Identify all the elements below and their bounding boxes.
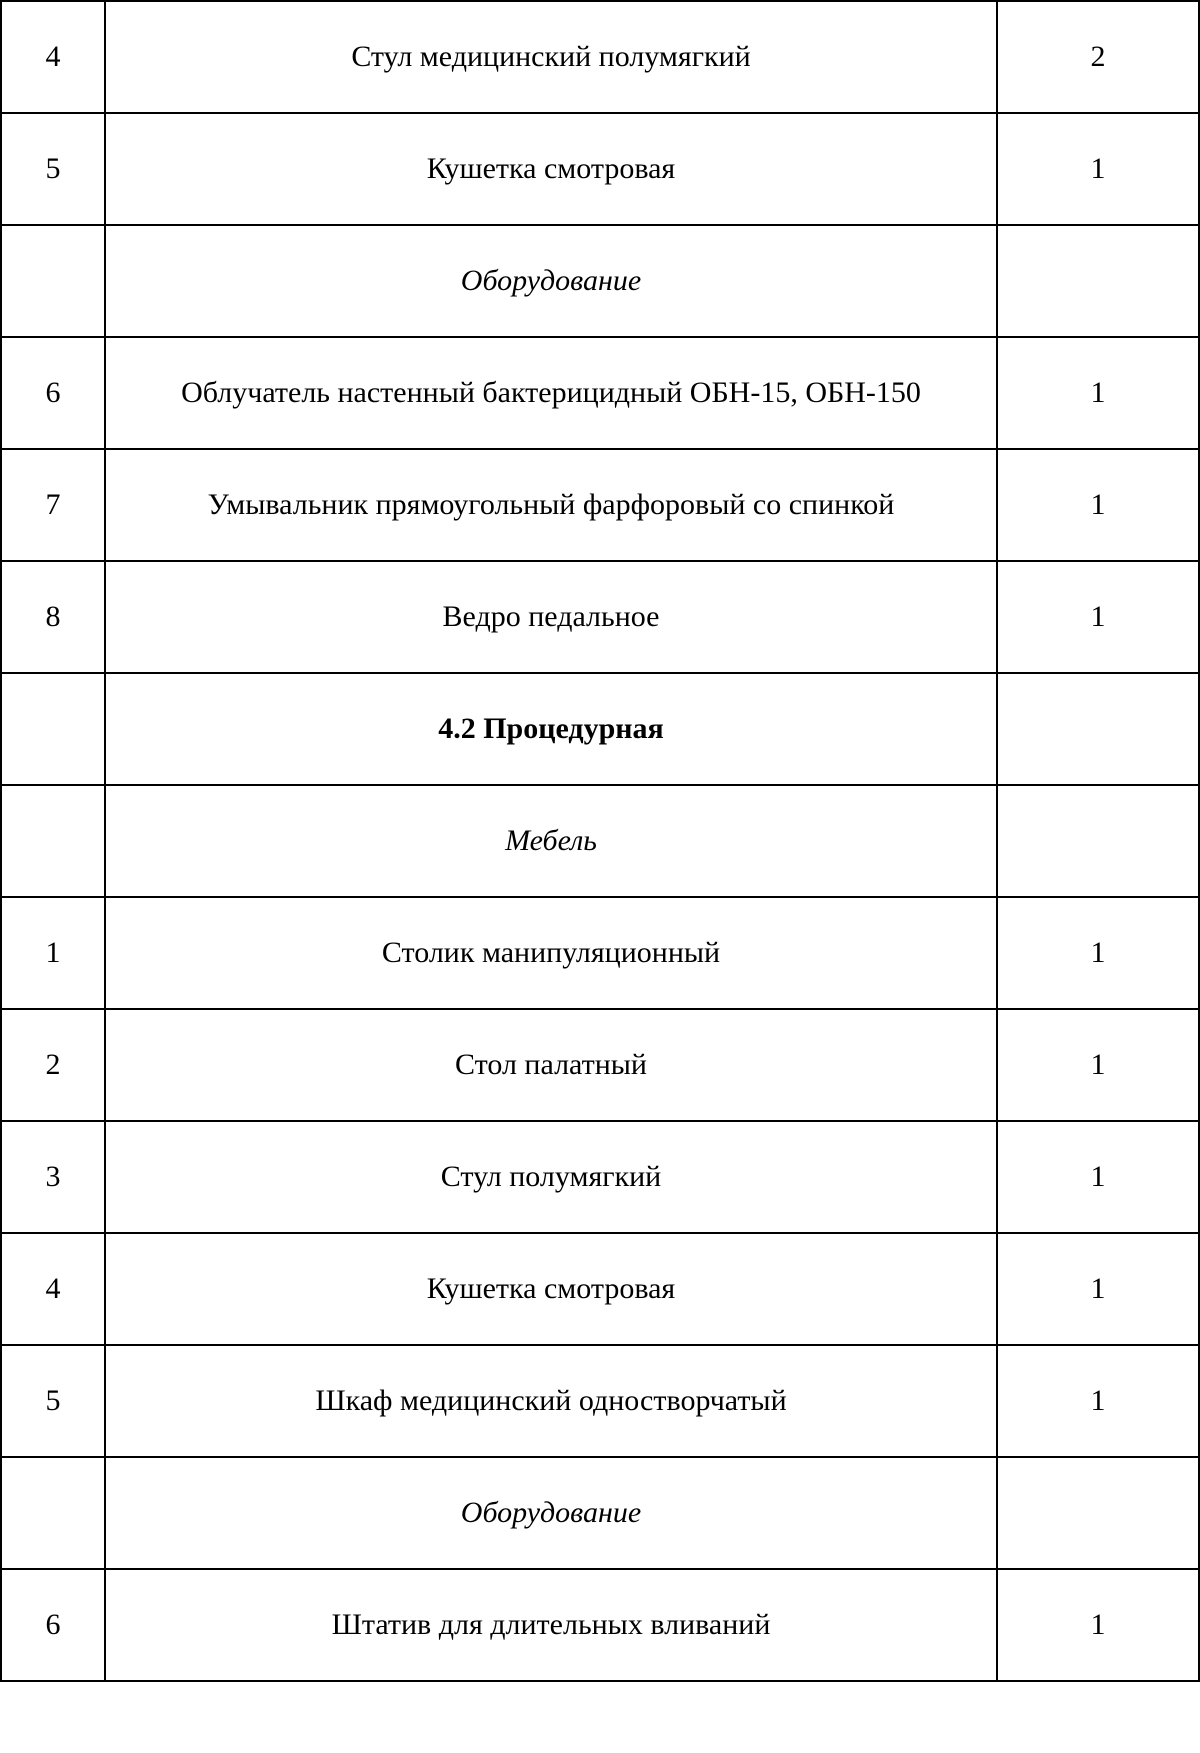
table-row [1,897,1199,1009]
item-name-cell: Стул медицинский полумягкий [105,1,997,113]
quantity-cell: 1 [997,449,1199,561]
item-name-cell: Ведро педальное [105,561,997,673]
section-heading-cell: Оборудование [105,1457,997,1569]
quantity-cell: 1 [997,1121,1199,1233]
item-name-cell: Столик манипуляционный [105,897,997,1009]
row-number-cell: 4 [1,1,105,113]
quantity-cell: 1 [997,337,1199,449]
quantity-cell: 2 [997,1,1199,113]
row-number-cell [1,225,105,337]
item-name-cell: Стол палатный [105,1009,997,1121]
row-number-cell [1,1457,105,1569]
equipment-table-body [1,1,1199,1681]
quantity-cell [997,1457,1199,1569]
row-number-cell: 4 [1,1233,105,1345]
quantity-cell: 1 [997,1345,1199,1457]
row-number-cell: 8 [1,561,105,673]
section-row [1,673,1199,785]
row-number-cell: 1 [1,897,105,1009]
row-number-cell: 5 [1,113,105,225]
table-row [1,561,1199,673]
row-number-cell: 3 [1,1121,105,1233]
table-row [1,1121,1199,1233]
row-number-cell: 5 [1,1345,105,1457]
table-row [1,1233,1199,1345]
quantity-cell [997,673,1199,785]
section-row [1,1457,1199,1569]
item-name-cell: Облучатель настенный бактерицидный ОБН-15, ОБН-150 [105,337,997,449]
quantity-cell: 1 [997,897,1199,1009]
item-name-cell: Кушетка смотровая [105,113,997,225]
item-name-cell: Штатив для длительных вливаний [105,1569,997,1681]
item-name-cell: Шкаф медицинский одностворчатый [105,1345,997,1457]
table-row [1,337,1199,449]
item-name-cell: Кушетка смотровая [105,1233,997,1345]
item-name-cell: Умывальник прямоугольный фарфоровый со спинкой [105,449,997,561]
section-heading-cell: 4.2 Процедурная [105,673,997,785]
quantity-cell: 1 [997,1569,1199,1681]
quantity-cell: 1 [997,113,1199,225]
quantity-cell: 1 [997,1233,1199,1345]
table-row [1,113,1199,225]
table-row [1,1,1199,113]
row-number-cell: 2 [1,1009,105,1121]
table-row [1,1569,1199,1681]
section-heading-cell: Мебель [105,785,997,897]
row-number-cell [1,673,105,785]
quantity-cell [997,785,1199,897]
quantity-cell: 1 [997,1009,1199,1121]
row-number-cell: 7 [1,449,105,561]
quantity-cell: 1 [997,561,1199,673]
section-heading-cell: Оборудование [105,225,997,337]
quantity-cell [997,225,1199,337]
table-row [1,449,1199,561]
row-number-cell: 6 [1,337,105,449]
section-row [1,785,1199,897]
table-row [1,1009,1199,1121]
row-number-cell [1,785,105,897]
item-name-cell: Стул полумягкий [105,1121,997,1233]
row-number-cell: 6 [1,1569,105,1681]
section-row [1,225,1199,337]
table-row [1,1345,1199,1457]
